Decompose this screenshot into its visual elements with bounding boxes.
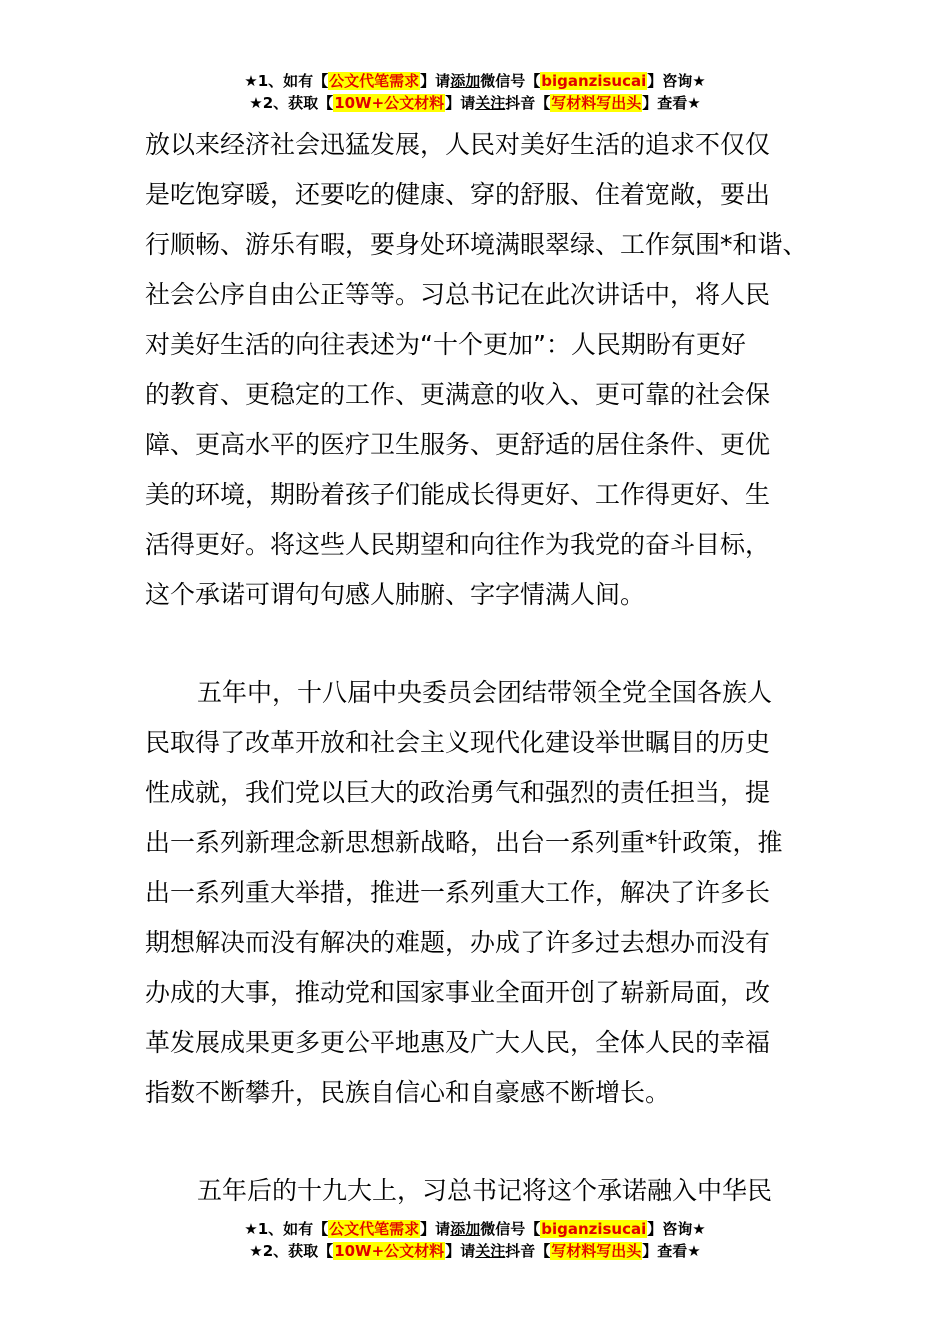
text-line: 是吃饱穿暖，还要吃的健康、穿的舒服、住着宽敞，要出 (145, 180, 771, 209)
star-icon: ★ (249, 94, 263, 112)
header-banner-line-2: ★2、获取【10W+公文材料】请关注抖音【写材料写出头】查看★ (249, 94, 701, 112)
text-line: 出一系列新理念新思想新战略，出台一系列重*针政策，推 (145, 828, 783, 857)
star-icon: ★ (249, 1242, 263, 1260)
highlight-materials: 10W+公文材料 (334, 94, 445, 112)
highlight-wechat-id: biganzisucai (541, 72, 647, 90)
highlight-douyin-account: 写材料写出头 (551, 94, 642, 112)
text-line: 放以来经济社会迅猛发展，人民对美好生活的追求不仅仅 (145, 130, 771, 159)
text-line: 社会公序自由公正等等。习总书记在此次讲话中，将人民 (145, 280, 771, 309)
text-line: 民取得了改革开放和社会主义现代化建设举世瞩目的历史 (145, 728, 771, 757)
text-line: 出一系列重大举措，推进一系列重大工作，解决了许多长 (145, 878, 771, 907)
paragraph-3 (145, 1166, 835, 1216)
header-banner-line-1: ★1、如有【公文代笔需求】请添加微信号【biganzisucai】咨询★ (244, 72, 706, 90)
text-line: 指数不断攀升，民族自信心和自豪感不断增长。 (145, 1078, 671, 1107)
paragraph-1 (145, 120, 835, 620)
highlight-wechat-id: biganzisucai (541, 1220, 647, 1238)
text-line: 五年中，十八届中央委员会团结带领全党全国各族人 (197, 678, 773, 707)
text-line: 五年后的十九大上，习总书记将这个承诺融入中华民 (197, 1176, 773, 1205)
star-icon: ★ (244, 72, 258, 90)
text-line: 对美好生活的向往表述为“十个更加”：人民期盼有更好 (145, 330, 746, 359)
footer-banner (0, 1218, 950, 1262)
text-line: 活得更好。将这些人民期望和向往作为我党的奋斗目标， (145, 530, 771, 559)
text-line: 的教育、更稳定的工作、更满意的收入、更可靠的社会保 (145, 380, 771, 409)
footer-banner-line-1: ★1、如有【公文代笔需求】请添加微信号【biganzisucai】咨询★ (244, 1220, 706, 1238)
text-line: 美的环境，期盼着孩子们能成长得更好、工作得更好、生 (145, 480, 771, 509)
text-line: 行顺畅、游乐有暇，要身处环境满眼翠绿、工作氛围*和谐、 (145, 230, 808, 259)
text-line: 这个承诺可谓句句感人肺腑、字字情满人间。 (145, 580, 646, 609)
text-line: 障、更高水平的医疗卫生服务、更舒适的居住条件、更优 (145, 430, 771, 459)
footer-banner-line-2: ★2、获取【10W+公文材料】请关注抖音【写材料写出头】查看★ (249, 1242, 701, 1260)
highlight-service: 公文代笔需求 (329, 72, 420, 90)
highlight-douyin-account: 写材料写出头 (551, 1242, 642, 1260)
header-banner (0, 70, 950, 114)
paragraph-2 (145, 668, 835, 1118)
text-line: 期想解决而没有解决的难题，办成了许多过去想办而没有 (145, 928, 771, 957)
highlight-materials: 10W+公文材料 (334, 1242, 445, 1260)
text-line: 革发展成果更多更公平地惠及广大人民，全体人民的幸福 (145, 1028, 771, 1057)
highlight-service: 公文代笔需求 (329, 1220, 420, 1238)
star-icon: ★ (244, 1220, 258, 1238)
text-line: 办成的大事，推动党和国家事业全面开创了崭新局面，改 (145, 978, 771, 1007)
text-line: 性成就，我们党以巨大的政治勇气和强烈的责任担当，提 (145, 778, 771, 807)
